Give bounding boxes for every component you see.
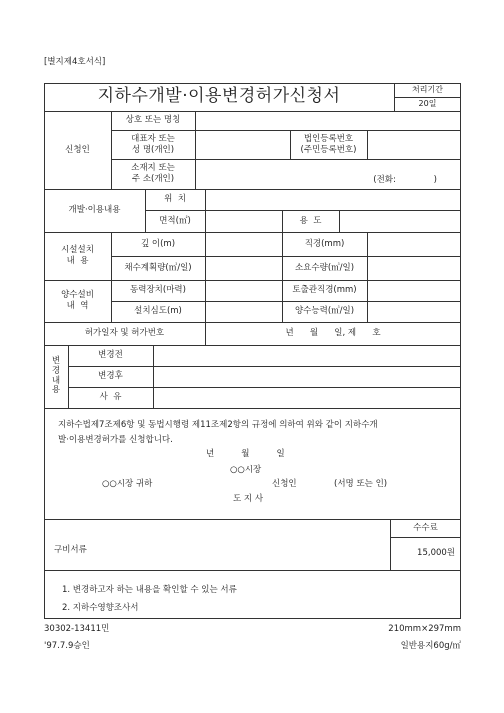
address-label xyxy=(111,159,195,189)
applicant-section-label: 신청인 xyxy=(65,144,90,155)
document-item-1: 1. 변경하고자 하는 내용을 확인할 수 있는 서류 xyxy=(62,585,237,595)
power-field[interactable] xyxy=(205,280,282,301)
footer-approval: '97.7.9승인 xyxy=(44,641,90,651)
representative-label-line2: 성 명(개인) xyxy=(131,144,175,155)
area-label: 면적(㎡) xyxy=(159,215,191,226)
representative-label xyxy=(111,130,195,159)
facility-section-line1: 시설설치 xyxy=(61,245,94,256)
plan-amount-label: 채수계획량(㎥/일) xyxy=(124,262,192,273)
fee-label: 수수료 xyxy=(413,522,438,533)
corp-number-field[interactable] xyxy=(367,130,461,159)
use-label: 용 도 xyxy=(299,215,322,226)
after-field[interactable] xyxy=(153,366,461,387)
after-label: 변경후 xyxy=(98,371,123,382)
change-section-char-1: 변 xyxy=(51,355,61,366)
name-label: 상호 또는 명칭 xyxy=(125,115,181,126)
install-depth-label: 설치심도(m) xyxy=(134,306,182,317)
change-section-char-2: 경 xyxy=(51,365,61,376)
form-title: 지하수개발·이용변경허가신청서 xyxy=(97,86,341,107)
form-number: [별지제4호서식] xyxy=(44,57,106,67)
change-section-label xyxy=(44,345,68,408)
pump-section-label xyxy=(44,280,111,322)
location-field[interactable] xyxy=(205,189,461,210)
before-label: 변경전 xyxy=(98,350,123,361)
power-label: 동력장치(마력) xyxy=(130,285,186,296)
discharge-field[interactable] xyxy=(367,280,461,301)
discharge-label: 토출관직경(mm) xyxy=(292,285,357,296)
depth-field[interactable] xyxy=(205,232,282,256)
addressee-label: ○○시장 귀하 xyxy=(102,479,153,489)
processing-period-label: 처리기간 xyxy=(412,85,443,94)
permit-date-field[interactable]: 년 월 일, 제 호 xyxy=(285,328,381,339)
pump-section-line1: 양수설비 xyxy=(61,290,94,301)
representative-label-line1: 대표자 또는 xyxy=(131,133,175,144)
corp-number-label xyxy=(290,130,367,159)
signature-label: (서명 또는 인) xyxy=(334,479,388,489)
reason-label: 사 유 xyxy=(99,392,122,403)
address-label-line1: 소재지 또는 xyxy=(131,163,175,174)
permit-label: 허가일자 및 허가번호 xyxy=(84,328,165,339)
before-field[interactable] xyxy=(153,345,461,366)
statement-line-1: 지하수법제7조제6항 및 동법시행령 제11조제2항의 규정에 의하여 위와 같이 지하수개 xyxy=(58,420,378,430)
use-field[interactable] xyxy=(339,210,461,232)
change-section-char-3: 내 xyxy=(51,375,61,386)
facility-section-label xyxy=(44,232,111,280)
demand-field[interactable] xyxy=(367,256,461,280)
corp-number-label-line2: (주민등록번호) xyxy=(300,144,357,155)
footer-paper: 일반용지60g/㎡ xyxy=(400,641,461,651)
name-field[interactable] xyxy=(195,111,461,130)
statement-date: 년 월 일 xyxy=(206,449,285,459)
capacity-label: 양수능력(㎥/일) xyxy=(294,306,355,317)
depth-label: 깊 이(m) xyxy=(140,238,176,249)
location-label: 위 치 xyxy=(164,194,186,205)
install-depth-field[interactable] xyxy=(205,301,282,322)
plan-amount-field[interactable] xyxy=(205,256,282,280)
fee-value: 15,000원 xyxy=(417,548,455,559)
address-label-line2: 주 소(개인) xyxy=(131,174,175,184)
demand-label: 소요수량(㎥/일) xyxy=(294,262,355,273)
diameter-field[interactable] xyxy=(367,232,461,256)
facility-section-line2: 내 용 xyxy=(66,256,89,266)
reason-field[interactable] xyxy=(153,387,461,408)
address-field[interactable] xyxy=(195,159,461,189)
corp-number-label-line1: 법인등록번호 xyxy=(303,133,354,144)
phone-label: (전화: ) xyxy=(373,174,437,185)
mayor-label: ○○시장 xyxy=(230,465,262,475)
area-field[interactable] xyxy=(205,210,282,232)
documents-label: 구비서류 xyxy=(54,545,87,555)
processing-period-value: 20일 xyxy=(418,99,437,108)
diameter-label: 직경(mm) xyxy=(304,238,345,249)
pump-section-line2: 내 역 xyxy=(66,301,89,311)
applicant-sign-label: 신청인 xyxy=(272,479,297,489)
footer-size: 210mm×297mm xyxy=(388,624,461,634)
governor-label: 도 지 사 xyxy=(233,494,264,504)
change-section-char-4: 용 xyxy=(51,385,61,396)
representative-field[interactable] xyxy=(195,130,290,159)
capacity-field[interactable] xyxy=(367,301,461,322)
footer-code: 30302-13411민 xyxy=(44,624,110,634)
document-item-2: 2. 지하수영향조사서 xyxy=(62,603,139,613)
statement-line-2: 발·이용변경허가를 신청합니다. xyxy=(58,435,173,445)
development-section-label: 개발·이용내용 xyxy=(68,205,121,216)
